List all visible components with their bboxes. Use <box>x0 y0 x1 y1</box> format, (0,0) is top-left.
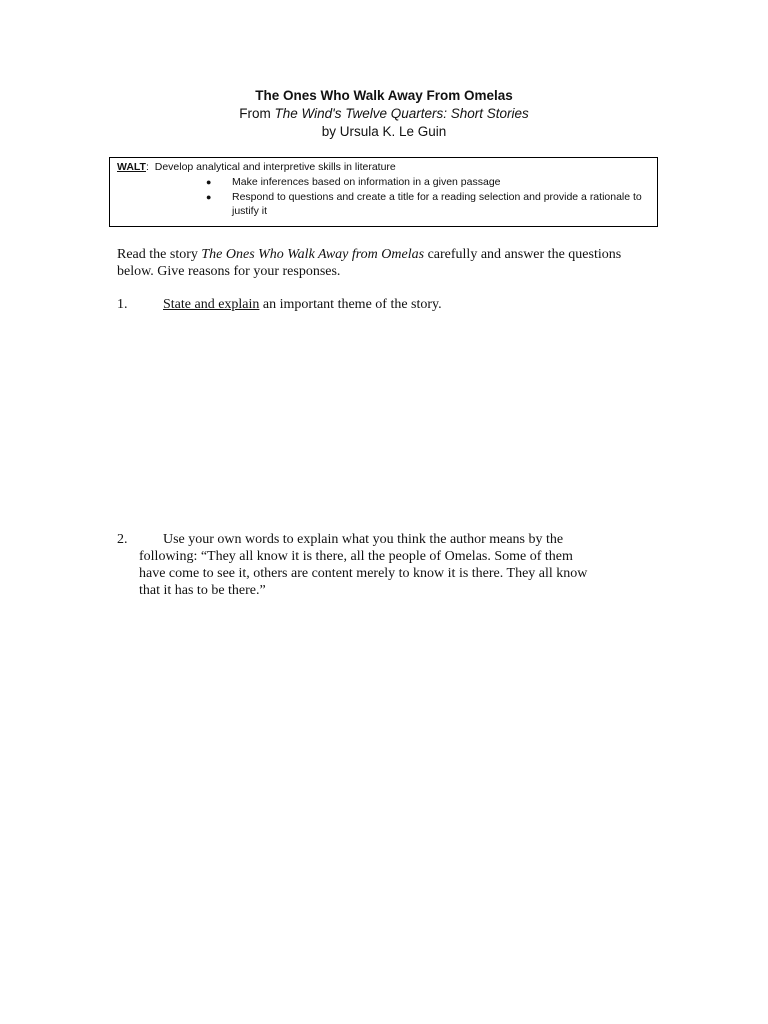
objective-text: Make inferences based on information in a given passage <box>232 176 501 188</box>
source-collection-title: The Wind's Twelve Quarters: Short Stories <box>274 106 529 121</box>
instructions-paragraph <box>117 246 657 280</box>
walt-text: Develop analytical and interpretive skills in literature <box>154 161 396 173</box>
intro-suffix: carefully and answer the questions below. Give reasons for your responses. <box>117 247 622 279</box>
story-title: The Ones Who Walk Away from Omelas <box>201 247 425 262</box>
objective-text: Respond to questions and create a title for a reading selection and provide a rationale to justify it <box>232 191 642 217</box>
question-2-first-line: Use your own words to explain what you think the author means by the <box>163 532 564 547</box>
walt-line <box>117 160 396 174</box>
document-subtitle <box>0 105 768 123</box>
bullet-icon: ● <box>206 177 212 187</box>
bullet-icon: ● <box>206 192 212 202</box>
question-2-number: 2. <box>117 532 128 547</box>
document-title: The Ones Who Walk Away From Omelas <box>255 88 513 103</box>
walt-colon: : <box>145 161 149 173</box>
question-2-line: following: “They all know it is there, all the people of Omelas. Some of them <box>139 549 573 564</box>
question-2-line: have come to see it, others are content merely to know it is there. They all know <box>139 566 588 581</box>
subtitle-prefix: From <box>239 106 275 121</box>
question-2 <box>117 531 647 599</box>
walt-box <box>109 157 658 227</box>
question-1-emphasis: State and explain <box>163 297 260 312</box>
intro-prefix: Read the story <box>117 247 202 262</box>
question-1-text <box>163 296 663 313</box>
walt-label: WALT <box>117 161 146 173</box>
author-byline: by Ursula K. Le Guin <box>321 124 447 139</box>
question-2-line: that it has to be there.” <box>139 583 266 598</box>
document-header <box>0 87 768 141</box>
question-1-body: an important theme of the story. <box>259 297 442 312</box>
question-1-number: 1. <box>117 297 128 312</box>
